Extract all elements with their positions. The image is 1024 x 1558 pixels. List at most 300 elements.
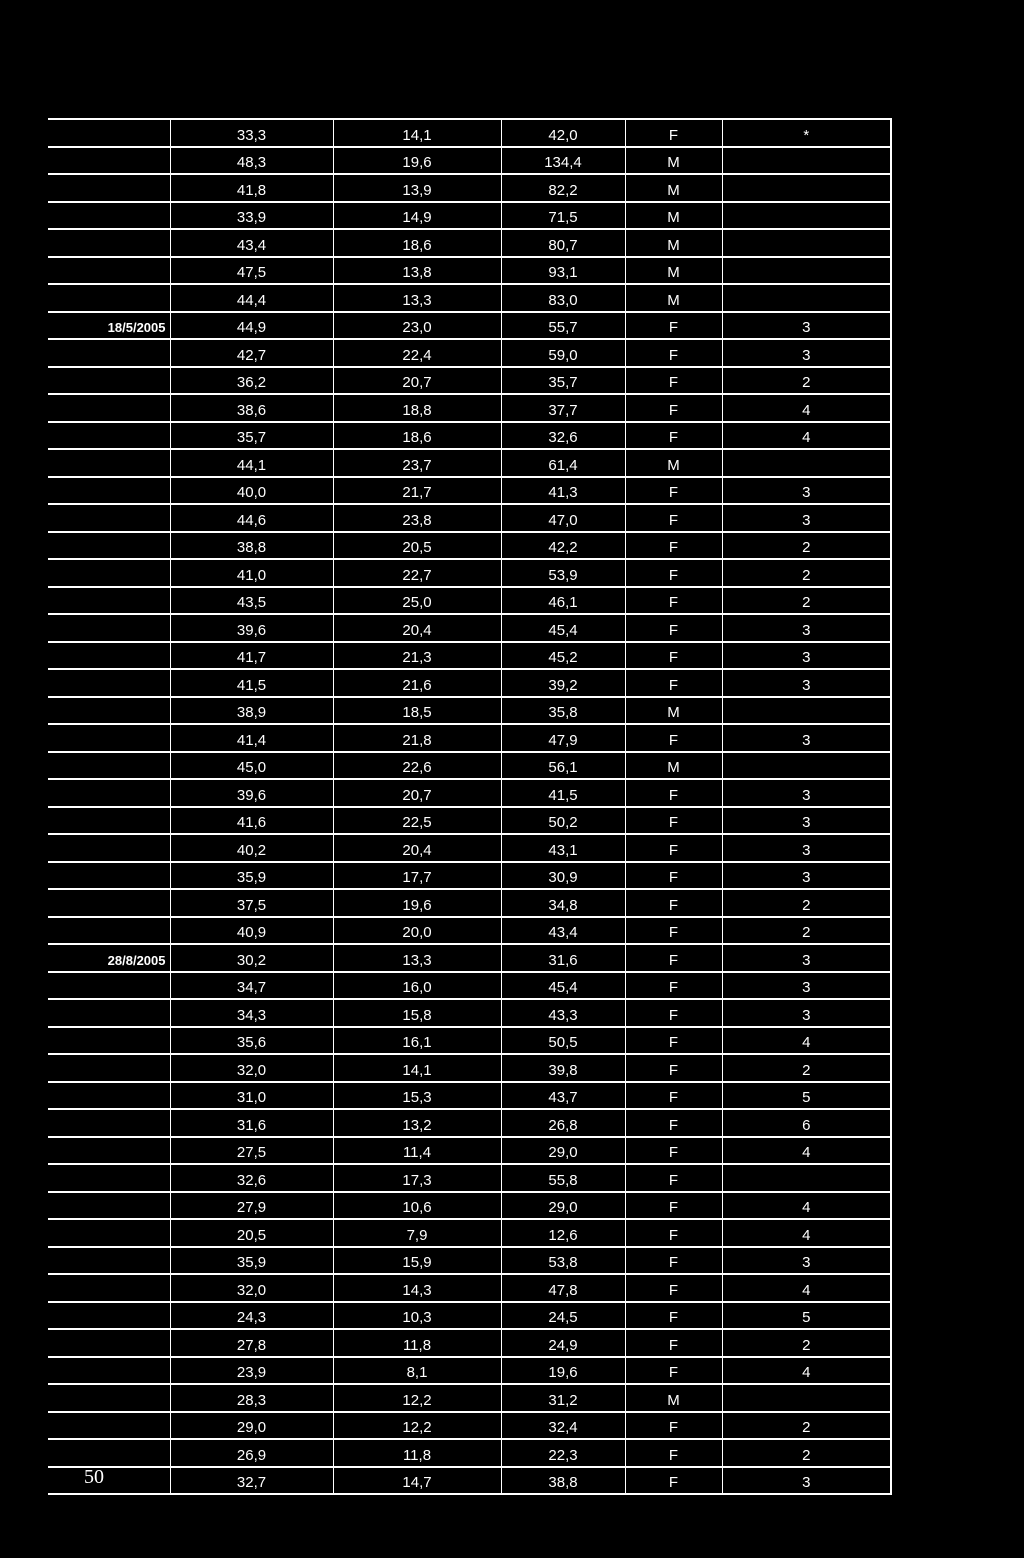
table-cell: 35,8 xyxy=(501,697,625,725)
table-cell: 13,8 xyxy=(333,257,501,285)
table-row xyxy=(48,779,891,807)
table-row xyxy=(48,174,891,202)
table-cell: 3 xyxy=(722,807,891,835)
date-cell xyxy=(48,284,170,312)
table-cell: 44,9 xyxy=(170,312,333,340)
table-row xyxy=(48,1467,891,1495)
table-cell: 12,2 xyxy=(333,1412,501,1440)
table-row xyxy=(48,312,891,340)
table-cell: 45,4 xyxy=(501,614,625,642)
table-cell: 43,4 xyxy=(170,229,333,257)
table-cell: 35,9 xyxy=(170,1247,333,1275)
table-cell: 33,3 xyxy=(170,119,333,147)
table-cell: 3 xyxy=(722,312,891,340)
table-cell: 32,6 xyxy=(170,1164,333,1192)
table-cell: M xyxy=(625,1384,722,1412)
table-cell: 27,5 xyxy=(170,1137,333,1165)
table-cell: F xyxy=(625,779,722,807)
table-cell: 29,0 xyxy=(501,1137,625,1165)
table-cell: 53,8 xyxy=(501,1247,625,1275)
table-cell: 31,6 xyxy=(501,944,625,972)
table-cell: 3 xyxy=(722,504,891,532)
table-cell: 2 xyxy=(722,587,891,615)
table-cell xyxy=(722,147,891,175)
table-cell: M xyxy=(625,257,722,285)
table-cell: 21,7 xyxy=(333,477,501,505)
date-cell xyxy=(48,1412,170,1440)
table-cell xyxy=(722,1164,891,1192)
date-cell xyxy=(48,504,170,532)
table-cell: 8,1 xyxy=(333,1357,501,1385)
table-cell: F xyxy=(625,972,722,1000)
table-cell: 3 xyxy=(722,999,891,1027)
date-cell xyxy=(48,422,170,450)
table-cell: 43,5 xyxy=(170,587,333,615)
date-cell xyxy=(48,367,170,395)
table-body xyxy=(48,119,891,1494)
table-cell xyxy=(722,449,891,477)
table-cell xyxy=(722,284,891,312)
table-cell: 35,9 xyxy=(170,862,333,890)
table-cell: F xyxy=(625,862,722,890)
date-cell xyxy=(48,119,170,147)
table-cell: 39,6 xyxy=(170,614,333,642)
table-row xyxy=(48,1192,891,1220)
date-cell xyxy=(48,614,170,642)
table-cell: 93,1 xyxy=(501,257,625,285)
table-cell: 30,2 xyxy=(170,944,333,972)
table-cell: 3 xyxy=(722,862,891,890)
table-cell: 18,6 xyxy=(333,422,501,450)
table-cell: F xyxy=(625,1164,722,1192)
table-cell: 35,7 xyxy=(170,422,333,450)
table-cell: 32,4 xyxy=(501,1412,625,1440)
table-cell: 32,7 xyxy=(170,1467,333,1495)
date-cell xyxy=(48,1247,170,1275)
table-cell: 31,6 xyxy=(170,1109,333,1137)
date-cell xyxy=(48,669,170,697)
table-cell: 14,1 xyxy=(333,1054,501,1082)
table-cell: 15,8 xyxy=(333,999,501,1027)
table-cell: 41,5 xyxy=(501,779,625,807)
table-cell: 37,5 xyxy=(170,889,333,917)
table-cell: 18,6 xyxy=(333,229,501,257)
date-cell xyxy=(48,532,170,560)
table-cell: 59,0 xyxy=(501,339,625,367)
table-cell: F xyxy=(625,1109,722,1137)
table-cell: F xyxy=(625,504,722,532)
table-row xyxy=(48,477,891,505)
table-cell: 27,8 xyxy=(170,1329,333,1357)
table-cell: 13,2 xyxy=(333,1109,501,1137)
table-cell: 3 xyxy=(722,669,891,697)
table-row xyxy=(48,257,891,285)
table-cell: 4 xyxy=(722,1219,891,1247)
table-cell: 4 xyxy=(722,1274,891,1302)
date-cell xyxy=(48,394,170,422)
table-cell: F xyxy=(625,642,722,670)
table-cell: F xyxy=(625,1137,722,1165)
table-cell: M xyxy=(625,449,722,477)
table-cell: 4 xyxy=(722,394,891,422)
table-row xyxy=(48,504,891,532)
table-cell: 32,0 xyxy=(170,1274,333,1302)
table-cell: 2 xyxy=(722,1329,891,1357)
table-cell: F xyxy=(625,1412,722,1440)
table-cell: 44,6 xyxy=(170,504,333,532)
table-cell: 23,7 xyxy=(333,449,501,477)
table-row xyxy=(48,1109,891,1137)
table-cell: M xyxy=(625,752,722,780)
table-cell: 31,0 xyxy=(170,1082,333,1110)
table-cell xyxy=(722,697,891,725)
table-row xyxy=(48,1357,891,1385)
table-row xyxy=(48,1027,891,1055)
table-cell: 19,6 xyxy=(333,889,501,917)
table-cell: 12,6 xyxy=(501,1219,625,1247)
table-cell: 20,7 xyxy=(333,779,501,807)
date-cell xyxy=(48,1109,170,1137)
table-cell: 39,2 xyxy=(501,669,625,697)
table-cell: 43,7 xyxy=(501,1082,625,1110)
date-cell xyxy=(48,999,170,1027)
date-cell xyxy=(48,752,170,780)
table-row xyxy=(48,1439,891,1467)
table-cell: F xyxy=(625,1054,722,1082)
table-cell xyxy=(722,229,891,257)
table-cell: 14,9 xyxy=(333,202,501,230)
table-cell: F xyxy=(625,614,722,642)
date-cell xyxy=(48,202,170,230)
table-cell: 24,9 xyxy=(501,1329,625,1357)
table-cell: 40,2 xyxy=(170,834,333,862)
table-cell: 48,3 xyxy=(170,147,333,175)
table-cell: F xyxy=(625,1302,722,1330)
table-cell: F xyxy=(625,532,722,560)
table-cell: 23,9 xyxy=(170,1357,333,1385)
table-cell: 41,3 xyxy=(501,477,625,505)
table-cell: 22,4 xyxy=(333,339,501,367)
table-row xyxy=(48,697,891,725)
table-row xyxy=(48,1137,891,1165)
table-row xyxy=(48,1412,891,1440)
table-cell: 5 xyxy=(722,1302,891,1330)
table-cell: 17,3 xyxy=(333,1164,501,1192)
table-cell xyxy=(722,1384,891,1412)
date-cell xyxy=(48,449,170,477)
table-cell: 18,8 xyxy=(333,394,501,422)
table-cell: 20,4 xyxy=(333,834,501,862)
table-cell: 35,7 xyxy=(501,367,625,395)
table-cell: 41,8 xyxy=(170,174,333,202)
table-cell: 19,6 xyxy=(501,1357,625,1385)
table-row xyxy=(48,284,891,312)
table-row xyxy=(48,532,891,560)
date-cell xyxy=(48,339,170,367)
table-cell: 20,4 xyxy=(333,614,501,642)
table-row xyxy=(48,119,891,147)
table-cell: F xyxy=(625,807,722,835)
table-cell: 41,0 xyxy=(170,559,333,587)
table-cell: F xyxy=(625,1467,722,1495)
table-cell: 24,5 xyxy=(501,1302,625,1330)
table-row xyxy=(48,917,891,945)
date-cell xyxy=(48,587,170,615)
table-cell: F xyxy=(625,889,722,917)
table-row xyxy=(48,229,891,257)
table-row xyxy=(48,587,891,615)
table-cell: 45,4 xyxy=(501,972,625,1000)
table-cell: 43,4 xyxy=(501,917,625,945)
table-cell: 4 xyxy=(722,1137,891,1165)
table-cell: 53,9 xyxy=(501,559,625,587)
table-cell: 36,2 xyxy=(170,367,333,395)
date-cell xyxy=(48,642,170,670)
table-cell: 21,8 xyxy=(333,724,501,752)
table-cell: 13,3 xyxy=(333,284,501,312)
table-cell: F xyxy=(625,1274,722,1302)
table-cell: 5 xyxy=(722,1082,891,1110)
table-cell: 80,7 xyxy=(501,229,625,257)
table-cell: 2 xyxy=(722,917,891,945)
table-cell: 38,8 xyxy=(501,1467,625,1495)
table-cell xyxy=(722,174,891,202)
table-row xyxy=(48,972,891,1000)
table-cell: 22,6 xyxy=(333,752,501,780)
table-cell: 34,3 xyxy=(170,999,333,1027)
table-cell: 18,5 xyxy=(333,697,501,725)
date-cell xyxy=(48,257,170,285)
table-cell: 6 xyxy=(722,1109,891,1137)
table-cell: 11,8 xyxy=(333,1439,501,1467)
table-cell: F xyxy=(625,119,722,147)
date-cell xyxy=(48,1164,170,1192)
table-cell: F xyxy=(625,1192,722,1220)
table-cell: 3 xyxy=(722,339,891,367)
table-cell: 50,2 xyxy=(501,807,625,835)
date-cell xyxy=(48,1439,170,1467)
table-row xyxy=(48,1302,891,1330)
table-cell: F xyxy=(625,339,722,367)
date-cell xyxy=(48,1137,170,1165)
table-cell: 41,5 xyxy=(170,669,333,697)
table-row xyxy=(48,422,891,450)
table-cell: 45,0 xyxy=(170,752,333,780)
table-cell: 2 xyxy=(722,1439,891,1467)
table-row xyxy=(48,394,891,422)
table-cell: 28,3 xyxy=(170,1384,333,1412)
date-cell xyxy=(48,697,170,725)
table-cell: 23,8 xyxy=(333,504,501,532)
table-cell: 38,8 xyxy=(170,532,333,560)
table-row xyxy=(48,944,891,972)
table-cell: 4 xyxy=(722,1027,891,1055)
table-row xyxy=(48,1219,891,1247)
table-cell: 21,6 xyxy=(333,669,501,697)
date-cell xyxy=(48,147,170,175)
table-cell: 29,0 xyxy=(170,1412,333,1440)
table-cell: 44,4 xyxy=(170,284,333,312)
table-cell: 3 xyxy=(722,944,891,972)
table-cell: 47,9 xyxy=(501,724,625,752)
table-row xyxy=(48,889,891,917)
table-cell: 4 xyxy=(722,422,891,450)
table-cell: F xyxy=(625,394,722,422)
table-cell: 34,7 xyxy=(170,972,333,1000)
table-cell: F xyxy=(625,1082,722,1110)
table-cell: 32,6 xyxy=(501,422,625,450)
table-cell: 13,9 xyxy=(333,174,501,202)
table-cell: 30,9 xyxy=(501,862,625,890)
table-row xyxy=(48,559,891,587)
table-cell: 22,5 xyxy=(333,807,501,835)
table-cell: F xyxy=(625,1357,722,1385)
table-cell: F xyxy=(625,367,722,395)
table-cell: 50,5 xyxy=(501,1027,625,1055)
table-cell: 38,9 xyxy=(170,697,333,725)
date-cell xyxy=(48,862,170,890)
date-cell xyxy=(48,1384,170,1412)
table-cell: F xyxy=(625,1027,722,1055)
date-cell: 18/5/2005 xyxy=(48,312,170,340)
table-cell: 22,3 xyxy=(501,1439,625,1467)
table-cell: M xyxy=(625,284,722,312)
table-cell: 3 xyxy=(722,1247,891,1275)
table-cell: F xyxy=(625,944,722,972)
date-cell xyxy=(48,779,170,807)
table-cell: 83,0 xyxy=(501,284,625,312)
table-row xyxy=(48,1082,891,1110)
table-cell: 24,3 xyxy=(170,1302,333,1330)
table-cell: 20,0 xyxy=(333,917,501,945)
date-cell xyxy=(48,917,170,945)
table-cell: 71,5 xyxy=(501,202,625,230)
table-cell: 3 xyxy=(722,614,891,642)
table-cell: 55,8 xyxy=(501,1164,625,1192)
table-cell xyxy=(722,202,891,230)
table-cell: 56,1 xyxy=(501,752,625,780)
table-cell: 39,8 xyxy=(501,1054,625,1082)
table-cell: 46,1 xyxy=(501,587,625,615)
table-cell: 19,6 xyxy=(333,147,501,175)
table-cell: 42,2 xyxy=(501,532,625,560)
table-cell: 7,9 xyxy=(333,1219,501,1247)
table-row xyxy=(48,1329,891,1357)
date-cell xyxy=(48,1329,170,1357)
table-cell: 2 xyxy=(722,1054,891,1082)
table-cell: 82,2 xyxy=(501,174,625,202)
table-cell: 40,9 xyxy=(170,917,333,945)
table-cell: 3 xyxy=(722,642,891,670)
table-cell: F xyxy=(625,669,722,697)
data-table xyxy=(48,118,892,1495)
table-cell: F xyxy=(625,1219,722,1247)
table-row xyxy=(48,1054,891,1082)
table-cell: 37,7 xyxy=(501,394,625,422)
table-cell: 41,7 xyxy=(170,642,333,670)
table-row xyxy=(48,147,891,175)
table-cell: 47,0 xyxy=(501,504,625,532)
table-cell: 15,3 xyxy=(333,1082,501,1110)
date-cell xyxy=(48,1467,170,1495)
date-cell xyxy=(48,834,170,862)
table-cell: 14,1 xyxy=(333,119,501,147)
table-row xyxy=(48,1164,891,1192)
table-cell: 3 xyxy=(722,477,891,505)
table-cell: 2 xyxy=(722,532,891,560)
table-row xyxy=(48,807,891,835)
table-cell: 26,8 xyxy=(501,1109,625,1137)
table-row xyxy=(48,669,891,697)
table-cell: M xyxy=(625,147,722,175)
table-cell: 43,3 xyxy=(501,999,625,1027)
date-cell xyxy=(48,1274,170,1302)
table-cell: 2 xyxy=(722,889,891,917)
table-cell: F xyxy=(625,312,722,340)
table-cell: 10,6 xyxy=(333,1192,501,1220)
table-cell: M xyxy=(625,697,722,725)
table-cell: 21,3 xyxy=(333,642,501,670)
date-cell: 28/8/2005 xyxy=(48,944,170,972)
table-cell xyxy=(722,752,891,780)
table-cell: F xyxy=(625,422,722,450)
table-cell: 61,4 xyxy=(501,449,625,477)
page-number: 50 xyxy=(84,1466,104,1488)
table-cell: F xyxy=(625,917,722,945)
table-row xyxy=(48,1247,891,1275)
table-cell: 15,9 xyxy=(333,1247,501,1275)
table-row xyxy=(48,752,891,780)
table-cell: M xyxy=(625,174,722,202)
table-cell: 11,4 xyxy=(333,1137,501,1165)
table-cell: 35,6 xyxy=(170,1027,333,1055)
table-cell: 13,3 xyxy=(333,944,501,972)
table-cell: 43,1 xyxy=(501,834,625,862)
date-cell xyxy=(48,229,170,257)
date-cell xyxy=(48,477,170,505)
table-cell: 23,0 xyxy=(333,312,501,340)
table-cell: 33,9 xyxy=(170,202,333,230)
table-cell: F xyxy=(625,834,722,862)
table-cell: 26,9 xyxy=(170,1439,333,1467)
table-cell: 14,3 xyxy=(333,1274,501,1302)
table-row xyxy=(48,449,891,477)
table-cell: 2 xyxy=(722,367,891,395)
table-cell: 11,8 xyxy=(333,1329,501,1357)
date-cell xyxy=(48,972,170,1000)
table-cell: 32,0 xyxy=(170,1054,333,1082)
table-cell: 39,6 xyxy=(170,779,333,807)
date-cell xyxy=(48,1302,170,1330)
table-cell: 22,7 xyxy=(333,559,501,587)
table-cell: 29,0 xyxy=(501,1192,625,1220)
table-row xyxy=(48,1274,891,1302)
table-cell: 42,0 xyxy=(501,119,625,147)
date-cell xyxy=(48,807,170,835)
table-row xyxy=(48,642,891,670)
table-cell: 2 xyxy=(722,559,891,587)
table-cell: 16,0 xyxy=(333,972,501,1000)
table-cell: 34,8 xyxy=(501,889,625,917)
table-row xyxy=(48,367,891,395)
table-cell: 12,2 xyxy=(333,1384,501,1412)
table-cell: 17,7 xyxy=(333,862,501,890)
table-cell: F xyxy=(625,1439,722,1467)
table-row xyxy=(48,999,891,1027)
table-cell: 55,7 xyxy=(501,312,625,340)
table-cell: 16,1 xyxy=(333,1027,501,1055)
table-cell: F xyxy=(625,724,722,752)
